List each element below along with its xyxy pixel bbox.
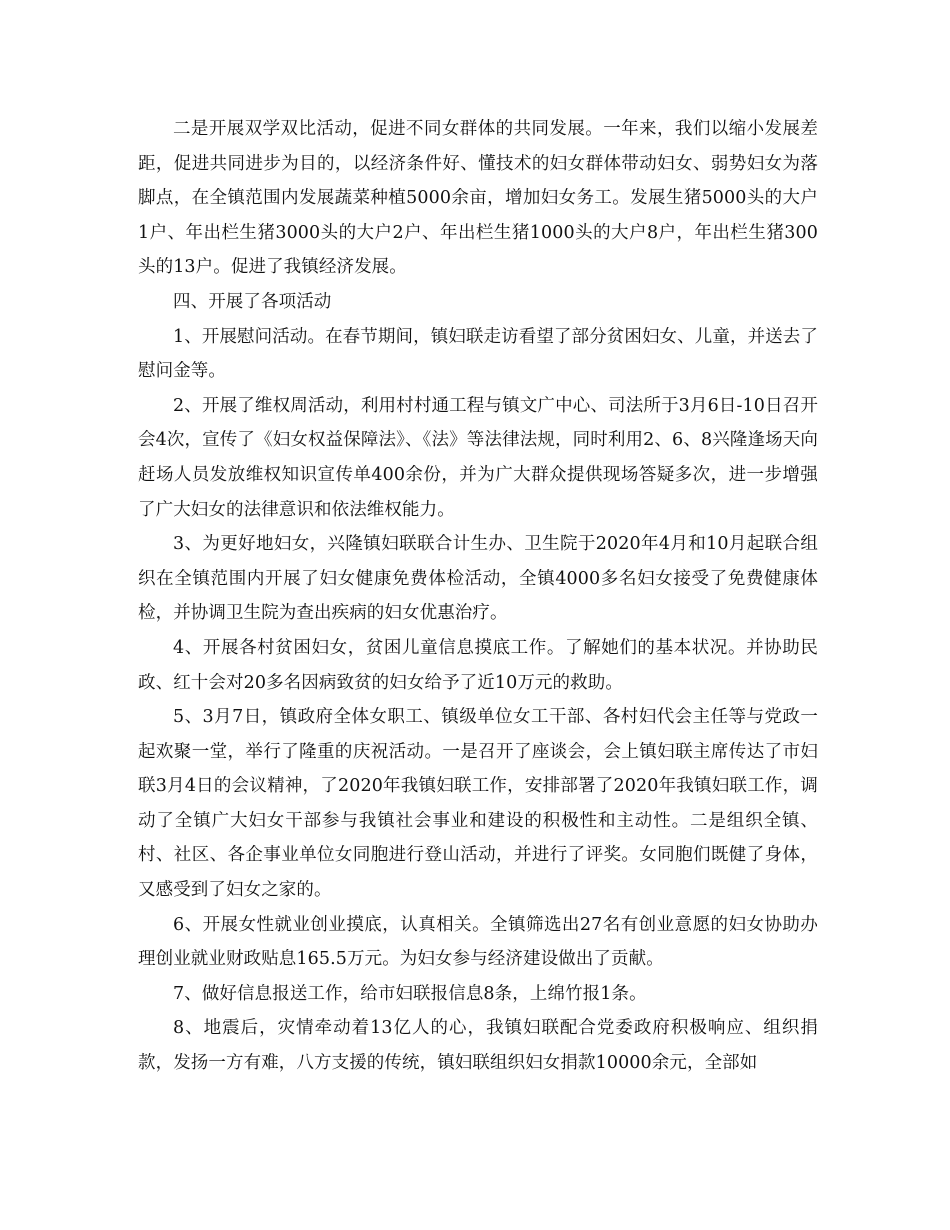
paragraph-item-2: 2、开展了维权周活动，利用村村通工程与镇文广中心、司法所于3月6日-10日召开会4次，宣传了《妇女权益保障法》、《法》等法律法规，同时利用2、6、8兴隆逢场天向赶场人员发放维权知识宣传单400余份，并为广大群众提供现场答疑多次，进一步增强了广大妇女的法律意识和依法维权能力。 [138, 395, 818, 520]
section-heading-activities: 四、开展了各项活动 [173, 291, 332, 312]
paragraph-item-8: 8、地震后，灾情牵动着13亿人的心，我镇妇联配合党委政府积极响应、组织捐款，发扬一方有难，八方支援的传统，镇妇联组织妇女捐款10000余元，全部如 [138, 1018, 818, 1074]
paragraph-item-1: 1、开展慰问活动。在春节期间，镇妇联走访看望了部分贫困妇女、儿童，并送去了慰问金等。 [138, 326, 818, 382]
paragraph-item-6: 6、开展女性就业创业摸底，认真相关。全镇筛选出27名有创业意愿的妇女协助办理创业就业财政贴息165.5万元。为妇女参与经济建设做出了贡献。 [138, 914, 818, 970]
paragraph-item-4: 4、开展各村贫困妇女，贫困儿童信息摸底工作。了解她们的基本状况。并协助民政、红十会对20多名因病致贫的妇女给予了近10万元的救助。 [138, 637, 818, 693]
paragraph-item-7: 7、做好信息报送工作，给市妇联报信息8条，上绵竹报1条。 [173, 983, 647, 1004]
paragraph-item-3: 3、为更好地妇女，兴隆镇妇联联合计生办、卫生院于2020年4月和10月起联合组织在全镇范围内开展了妇女健康免费体检活动，全镇4000多名妇女接受了免费健康体检，并协调卫生院为查出疾病的妇女优惠治疗。 [138, 534, 818, 624]
paragraph-double-learning: 二是开展双学双比活动，促进不同女群体的共同发展。一年来，我们以缩小发展差距，促进共同进步为目的，以经济条件好、懂技术的妇女群体带动妇女、弱势妇女为落脚点，在全镇范围内发展蔬菜种植5000余亩，增加妇女务工。发展生猪5000头的大户1户、年出栏生猪3000头的大户2户、年出栏生猪1000头的大户8户，年出栏生猪300头的13户。促进了我镇经济发展。 [138, 119, 818, 278]
paragraph-item-5: 5、3月7日，镇政府全体女职工、镇级单位女工干部、各村妇代会主任等与党政一起欢聚一堂，举行了隆重的庆祝活动。一是召开了座谈会，会上镇妇联主席传达了市妇联3月4日的会议精神，了2020年我镇妇联工作，安排部署了2020年我镇妇联工作，调动了全镇广大妇女干部参与我镇社会事业和建设的积极性和主动性。二是组织全镇、村、社区、各企事业单位女同胞进行登山活动，并进行了评奖。女同胞们既健了身体，又感受到了妇女之家的。 [138, 707, 818, 901]
document-body [138, 112, 818, 1081]
